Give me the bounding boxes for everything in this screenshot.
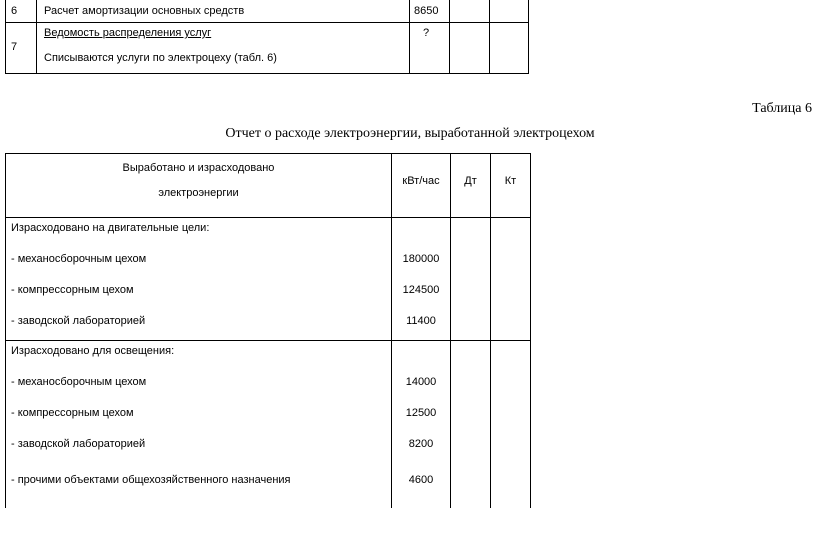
top-table-line bbox=[36, 0, 37, 74]
report-table-line bbox=[5, 217, 531, 218]
row-name: - механосборочным цехом bbox=[11, 376, 147, 388]
row-value: ? bbox=[423, 27, 430, 39]
report-title: Отчет о расходе электроэнергии, выработанной электроцехом bbox=[225, 126, 595, 141]
row-value: 11400 bbox=[406, 315, 436, 327]
report-table-line bbox=[490, 153, 491, 508]
top-table-line bbox=[449, 0, 450, 74]
row-value: 180000 bbox=[402, 253, 440, 265]
top-table-line bbox=[409, 0, 410, 74]
row-number: 6 bbox=[11, 5, 18, 17]
header-debit: Дт bbox=[464, 175, 477, 187]
row-name: - компрессорным цехом bbox=[11, 407, 134, 419]
top-table-line bbox=[489, 0, 490, 74]
report-table-line bbox=[530, 153, 531, 508]
report-table-line bbox=[5, 153, 6, 508]
report-table-line bbox=[5, 153, 531, 154]
header-credit: Кт bbox=[504, 175, 517, 187]
row-name: Расчет амортизации основных средств bbox=[44, 5, 245, 17]
row-name: - прочими объектами общехозяйственного назначения bbox=[11, 474, 291, 486]
top-table-line bbox=[5, 73, 529, 74]
row-name: Ведомость распределения услуг bbox=[44, 27, 212, 39]
top-table-line bbox=[528, 0, 529, 74]
table-label: Таблица 6 bbox=[752, 101, 812, 116]
row-note: Списываются услуги по электроцеху (табл. 6) bbox=[44, 52, 277, 64]
row-name: - заводской лабораторией bbox=[11, 315, 146, 327]
section-title: Израсходовано для освещения: bbox=[11, 345, 175, 357]
row-name: - заводской лабораторией bbox=[11, 438, 146, 450]
row-value: 8650 bbox=[414, 5, 439, 17]
header-col1-line1: Выработано и израсходовано bbox=[122, 162, 275, 174]
header-unit: кВт/час bbox=[402, 175, 440, 187]
row-value: 4600 bbox=[408, 474, 434, 486]
section-title: Израсходовано на двигательные цели: bbox=[11, 222, 210, 234]
row-name: - механосборочным цехом bbox=[11, 253, 147, 265]
row-number: 7 bbox=[11, 41, 18, 53]
row-value: 14000 bbox=[405, 376, 437, 388]
header-col1-line2: электроэнергии bbox=[158, 187, 239, 199]
top-table-line bbox=[5, 0, 6, 74]
row-value: 8200 bbox=[408, 438, 434, 450]
report-table-line bbox=[450, 153, 451, 508]
report-table-line bbox=[391, 153, 392, 508]
row-value: 124500 bbox=[402, 284, 440, 296]
report-table-line bbox=[5, 340, 531, 341]
row-name: - компрессорным цехом bbox=[11, 284, 134, 296]
row-value: 12500 bbox=[405, 407, 437, 419]
top-table-line bbox=[5, 22, 529, 23]
